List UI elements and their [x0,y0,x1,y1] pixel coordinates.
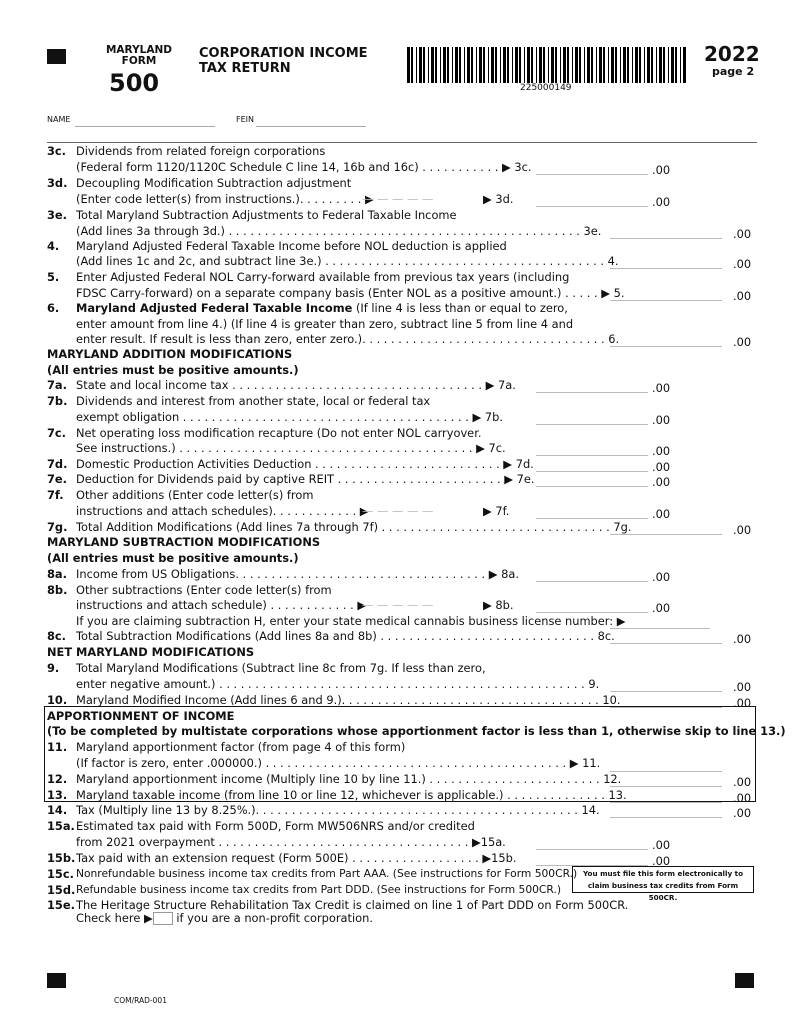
electronic-filing-note: You must file this form electronically to claim business tax credits from Form 500CR. [572,866,754,893]
section-heading: APPORTIONMENT OF INCOME [47,709,235,723]
line-text: Tax (Multiply line 13 by 8.25%.). . . . . . . . . . . . . . . . . . . . . . . . . . . . . . . . . . . . . . . . . . . . . 14. [76,803,600,817]
name-label: NAME [47,115,71,124]
barcode-bar [551,47,554,83]
barcode-bar [632,47,633,83]
line-text: (Add lines 1c and 2c, and subtract line 3e.) . . . . . . . . . . . . . . . . . . . . . . . . . . . . . . . . . . . . . . . 4. [76,254,619,268]
registration-mark [47,49,66,64]
form-line [47,503,757,519]
amount-cents: .00 [652,838,671,852]
form-code: COM/RAD-001 [114,996,167,1005]
barcode-bar [452,47,453,83]
form-line [47,582,757,598]
barcode-bar [527,47,530,83]
form-line [47,487,757,503]
nonprofit-checkbox[interactable] [153,912,173,925]
barcode-bar [443,47,446,83]
barcode-bar [639,47,641,83]
line-number: 15e. [47,898,75,912]
barcode-bar [644,47,645,83]
form-line [47,175,757,191]
section-heading: (All entries must be positive amounts.) [47,363,299,377]
barcode-bar [515,47,518,83]
barcode-bar [620,47,621,83]
form-line [47,316,757,332]
line-number: 3e. [47,208,67,222]
form-line [47,143,757,159]
amount-cents: .00 [733,791,752,805]
line-text: Maryland apportionment factor (from page 4 of this form) [76,740,406,754]
form-line [47,850,757,866]
code-letter-field[interactable]: — — — — — [362,192,434,206]
amount-cents: .00 [733,335,752,349]
nonprofit-checkbox-row [47,910,757,926]
barcode-bar [663,47,665,83]
line-text: Income from US Obligations. . . . . . . . . . . . . . . . . . . . . . . . . . . . . . . . . . . ▶ 8a. [76,567,520,581]
line-text: Total Addition Modifications (Add lines 7a through 7f) . . . . . . . . . . . . . . . . . . . . . . . . . . . . . . . . 7g. [76,520,632,534]
barcode-bar [419,47,422,83]
barcode-bar [584,47,585,83]
line-text: State and local income tax . . . . . . . . . . . . . . . . . . . . . . . . . . . . . . . . . . . ▶ 7a. [76,378,516,392]
line-text: Estimated tax paid with Form 500D, Form MW506NRS and/or credited [76,819,475,833]
barcode-bar [407,47,410,83]
registration-mark [735,973,754,988]
amount-cents: .00 [733,227,752,241]
barcode-bar [483,47,485,83]
barcode-bar [572,47,573,83]
barcode-bar [431,47,434,83]
barcode-bar [440,47,441,83]
amount-cents: .00 [652,475,671,489]
barcode-bar [543,47,545,83]
cannabis-license-field[interactable] [610,628,710,629]
barcode-bar [623,47,626,83]
form-line [47,628,757,644]
form-line [47,456,757,472]
line-text: enter amount from line 4.) (If line 4 is greater than zero, subtract line 5 from line 4 and [76,317,574,331]
line-number: 12. [47,772,68,786]
barcode [407,47,689,83]
line-number: 8a. [47,567,67,581]
code-letter-field[interactable]: — — — — — [362,504,434,518]
line-text: Refundable business income tax credits from Part DDD. (See instructions for Form 500CR.) [76,883,562,896]
form-line [47,207,757,223]
form-line [47,440,757,456]
barcode-bar [447,47,449,83]
line-number: 6. [47,301,60,315]
barcode-bar [411,47,413,83]
barcode-bar [539,47,542,83]
barcode-bar [680,47,681,83]
barcode-bar [512,47,513,83]
line-number: 7b. [47,394,68,408]
line-text: enter negative amount.) . . . . . . . . . . . . . . . . . . . . . . . . . . . . . . . . . . . . . . . . . . . . . . . . . . . 9. [76,677,600,691]
line-number: 9. [47,661,60,675]
barcode-bar [603,47,605,83]
barcode-bar [656,47,657,83]
amount-cents: .00 [733,523,752,537]
line-text: Total Subtraction Modifications (Add lines 8a and 8b) . . . . . . . . . . . . . . . . . . . . . . . . . . . . . . 8c. [76,629,615,643]
form-line [47,471,757,487]
barcode-bar [591,47,593,83]
amount-cents: .00 [652,460,671,474]
line-text: (Add lines 3a through 3d.) . . . . . . . . . . . . . . . . . . . . . . . . . . . . . . . . . . . . . . . . . . . . . . . . . 3e. [76,224,602,238]
form-line [47,159,757,175]
line-reference: ▶ 8b. [483,598,514,612]
line-number: 7f. [47,488,64,502]
barcode-bar [459,47,461,83]
line-text: Maryland apportionment income (Multiply line 10 by line 11.) . . . . . . . . . . . . . . . . . . . . . . . . 12. [76,772,622,786]
barcode-bar [555,47,557,83]
barcode-bar [495,47,497,83]
barcode-bar [471,47,473,83]
barcode-bar [635,47,638,83]
line-text-rest: (If line 4 is less than or equal to zero, [352,301,568,315]
line-text: Net operating loss modification recapture (Do not enter NOL carryover. [76,426,482,440]
section-heading: NET MARYLAND MODIFICATIONS [47,645,255,659]
line-number: 10. [47,693,68,707]
amount-cents: .00 [652,413,671,427]
form-number: 500 [109,69,160,97]
line-number: 15c. [47,867,74,881]
barcode-bar [596,47,597,83]
line-text: Maryland Adjusted Federal Taxable Income before NOL deduction is applied [76,239,507,253]
amount-cents: .00 [733,289,752,303]
line-number: 7g. [47,520,68,534]
line-number: 7c. [47,426,67,440]
checkbox-prefix: Check here ▶ [76,911,153,925]
line-text: Total Maryland Modifications (Subtract line 8c from 7g. If less than zero, [76,661,486,675]
line-text: Other additions (Enter code letter(s) from [76,488,314,502]
fein-label: FEIN [236,115,254,124]
line-number: 5. [47,270,60,284]
line-text: instructions and attach schedules). . . . . . . . . . . . ▶ [76,504,369,518]
barcode-bar [659,47,662,83]
line-text: Dividends from related foreign corporations [76,144,326,158]
line-number: 15d. [47,883,76,897]
line-reference: ▶ 3d. [483,192,514,206]
line-number: 13. [47,788,68,802]
form-line [47,597,757,613]
line-number: 8c. [47,629,67,643]
barcode-bar [500,47,501,83]
line-text-bold: Maryland Adjusted Federal Taxable Income [76,301,353,315]
tax-year: 2022 [704,42,760,66]
line-text: Decoupling Modification Subtraction adjustment [76,176,352,190]
section-heading: (All entries must be positive amounts.) [47,551,299,565]
form-line [47,425,757,441]
form-line [47,253,757,269]
barcode-bar [668,47,669,83]
line-number: 11. [47,740,68,754]
barcode-bar [611,47,614,83]
barcode-bar [608,47,609,83]
line-text: Deduction for Dividends paid by captive REIT . . . . . . . . . . . . . . . . . . . . . . . ▶ 7e. [76,472,535,486]
amount-cents: .00 [733,680,752,694]
line-text: from 2021 overpayment . . . . . . . . . . . . . . . . . . . . . . . . . . . . . . . . . . . ▶15a. [76,835,506,849]
name-field[interactable] [75,126,215,127]
line-number: 7e. [47,472,67,486]
form-line [47,566,757,582]
amount-cents: .00 [733,632,752,646]
line-text: FDSC Carry-forward) on a separate company basis (Enter NOL as a positive amount.) . . . . . ▶ 5. [76,286,625,300]
form-line [47,519,757,535]
barcode-bar [536,47,537,83]
barcode-bar [435,47,437,83]
line-text: Maryland taxable income (from line 10 or line 12, whichever is applicable.) . . . . . . . . . . . . . . 13. [76,788,627,802]
amount-cents: .00 [733,696,752,710]
barcode-bar [567,47,569,83]
line-number: 4. [47,239,60,253]
form-line [47,660,757,676]
form-line [47,300,757,316]
line-text: Dividends and interest from another state, local or federal tax [76,394,431,408]
line-number: 7a. [47,378,67,392]
line-number: 15b. [47,851,76,865]
barcode-bar [479,47,482,83]
line-number: 14. [47,803,68,817]
amount-cents: .00 [652,601,671,615]
section-heading: MARYLAND ADDITION MODIFICATIONS [47,347,293,361]
barcode-bar [587,47,590,83]
line-reference: ▶ 7f. [483,504,510,518]
amount-cents: .00 [652,195,671,209]
amount-cents: .00 [733,806,752,820]
barcode-bar [671,47,674,83]
barcode-bar [531,47,533,83]
amount-cents: .00 [733,775,752,789]
barcode-bar [519,47,521,83]
form-line [47,223,757,239]
form-line [47,676,757,692]
line-text: exempt obligation . . . . . . . . . . . . . . . . . . . . . . . . . . . . . . . . . . . . . . . . ▶ 7b. [76,410,503,424]
checkbox-label: if you are a non-profit corporation. [176,911,373,925]
form-title: CORPORATION INCOME TAX RETURN [199,46,368,76]
line-number: 3c. [47,144,67,158]
line-number: 15a. [47,819,75,833]
line-text [76,300,568,316]
barcode-bar [647,47,650,83]
registration-mark [47,973,66,988]
barcode-number: 225000149 [520,83,572,93]
barcode-bar [675,47,677,83]
form-line [47,377,757,393]
form-line [47,285,757,301]
form-line [47,269,757,285]
fein-field[interactable] [256,126,366,127]
amount-cents: .00 [652,444,671,458]
line-text: enter result. If result is less than zero, enter zero.). . . . . . . . . . . . . . . . . . . . . . . . . . . . . . . . . . 6. [76,332,620,346]
line-text: See instructions.) . . . . . . . . . . . . . . . . . . . . . . . . . . . . . . . . . . . . . . . . . ▶ 7c. [76,441,506,455]
section-heading: (To be completed by multistate corporations whose apportionment factor is less than 1, otherwise skip to line 13.) [47,724,786,738]
line-text: Tax paid with an extension request (Form 500E) . . . . . . . . . . . . . . . . . . ▶15b. [76,851,517,865]
line-text: Other subtractions (Enter code letter(s) from [76,583,332,597]
form-line [47,331,757,347]
barcode-bar [503,47,506,83]
line-text: The Heritage Structure Rehabilitation Tax Credit is claimed on line 1 of Part DDD on Form 500CR. [76,898,629,912]
barcode-bar [416,47,417,83]
page-number: page 2 [712,65,755,78]
barcode-bar [579,47,581,83]
barcode-bar [507,47,509,83]
line-text: If you are claiming subtraction H, enter your state medical cannabis business license number: ▶ [76,614,626,628]
barcode-bar [683,47,686,83]
line-text: instructions and attach schedule) . . . . . . . . . . . . ▶ [76,598,367,612]
barcode-bar [428,47,429,83]
form-line [47,238,757,254]
line-text: Nonrefundable business income tax credits from Part AAA. (See instructions for Form 500CR.) [76,867,578,880]
line-number: 7d. [47,457,68,471]
form-line [47,393,757,409]
line-text: (Federal form 1120/1120C Schedule C line 14, 16b and 16c) . . . . . . . . . . . ▶ 3c. [76,160,532,174]
form-line [47,409,757,425]
form-line [47,802,757,818]
form-line [47,834,757,850]
amount-cents: .00 [733,257,752,271]
barcode-bar [560,47,561,83]
section-heading: MARYLAND SUBTRACTION MODIFICATIONS [47,535,321,549]
amount-cents: .00 [652,381,671,395]
line-text: Total Maryland Subtraction Adjustments to Federal Taxable Income [76,208,457,222]
barcode-bar [488,47,489,83]
line-text: (If factor is zero, enter .000000.) . . . . . . . . . . . . . . . . . . . . . . . . . . . . . . . . . . . . . . . . . . ▶ 11. [76,756,601,770]
amount-field[interactable] [610,534,722,535]
barcode-bar [476,47,477,83]
apportionment-section-box [44,706,756,802]
barcode-bar [548,47,549,83]
form-line [47,613,757,629]
barcode-bar [423,47,425,83]
form-state-label: MARYLAND FORM [105,44,172,67]
barcode-bar [464,47,465,83]
amount-cents: .00 [652,163,671,177]
barcode-bar [627,47,629,83]
amount-field[interactable] [610,643,722,644]
amount-cents: .00 [652,570,671,584]
line-number: 3d. [47,176,68,190]
amount-cents: .00 [652,854,671,868]
barcode-bar [651,47,653,83]
barcode-bar [467,47,470,83]
barcode-bar [455,47,458,83]
barcode-bar [615,47,617,83]
amount-field[interactable] [610,346,722,347]
amount-cents: .00 [652,507,671,521]
line-number: 8b. [47,583,68,597]
barcode-bar [563,47,566,83]
line-text: (Enter code letter(s) from instructions.). . . . . . . . . ▶ [76,192,374,206]
barcode-bar [491,47,494,83]
code-letter-field[interactable]: — — — — — [362,598,434,612]
barcode-bar [524,47,525,83]
line-text: Domestic Production Activities Deduction . . . . . . . . . . . . . . . . . . . . . . . . . . ▶ 7d. [76,457,534,471]
line-text: Maryland Modified Income (Add lines 6 and 9.). . . . . . . . . . . . . . . . . . . . . . . . . . . . . . . . . . . . 10. [76,693,621,707]
barcode-bar [575,47,578,83]
line-text: Enter Adjusted Federal NOL Carry-forward available from previous tax years (including [76,270,570,284]
form-line [47,818,757,834]
barcode-bar [599,47,602,83]
form-line [47,191,757,207]
